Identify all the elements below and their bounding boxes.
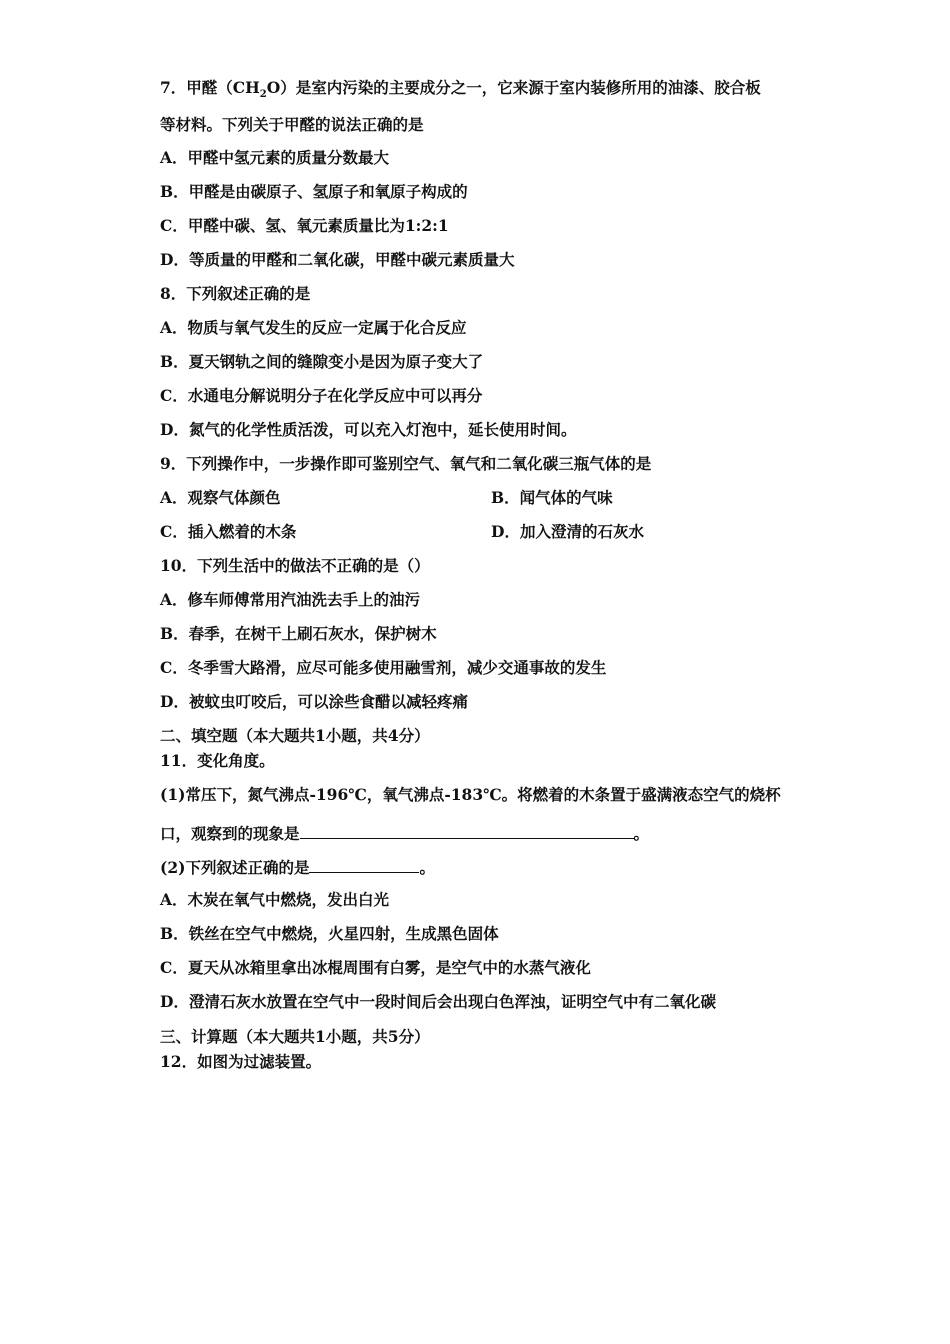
q9-option-d: D．加入澄清的石灰水 bbox=[491, 522, 644, 541]
q9-option-c: C．插入燃着的木条 bbox=[160, 522, 297, 541]
answer-blank-1[interactable] bbox=[300, 822, 634, 839]
answer-blank-2[interactable] bbox=[309, 856, 419, 873]
q10-option-c: C．冬季雪大路滑，应尽可能多使用融雪剂，减少交通事故的发生 bbox=[160, 658, 607, 677]
q11-stem: 11．变化角度。 bbox=[160, 751, 275, 770]
q10-option-b: B．春季，在树干上刷石灰水，保护树木 bbox=[160, 624, 437, 643]
q7-stem-line2: 等材料。下列关于甲醛的说法正确的是 bbox=[160, 115, 424, 134]
q11-option-b: B．铁丝在空气中燃烧，火星四射，生成黑色固体 bbox=[160, 924, 499, 943]
q7-option-b: B．甲醛是由碳原子、氢原子和氧原子构成的 bbox=[160, 182, 468, 201]
q8-option-c: C．水通电分解说明分子在化学反应中可以再分 bbox=[160, 386, 483, 405]
section-calculation-heading: 三、计算题（本大题共1小题，共5分） bbox=[160, 1027, 430, 1046]
q11-option-c: C．夏天从冰箱里拿出冰棍周围有白雾，是空气中的水蒸气液化 bbox=[160, 958, 591, 977]
q10-stem: 10．下列生活中的做法不正确的是（） bbox=[160, 556, 430, 575]
q7-option-c: C．甲醛中碳、氢、氧元素质量比为1:2:1 bbox=[160, 216, 449, 235]
q7-option-d: D．等质量的甲醛和二氧化碳，甲醛中碳元素质量大 bbox=[160, 250, 515, 269]
q9-option-a: A．观察气体颜色 bbox=[160, 488, 281, 507]
section-fill-in-heading: 二、填空题（本大题共1小题，共4分） bbox=[160, 726, 430, 745]
q8-option-a: A．物质与氧气发生的反应一定属于化合反应 bbox=[160, 318, 467, 337]
q8-option-d: D．氮气的化学性质活泼，可以充入灯泡中，延长使用时间。 bbox=[160, 420, 577, 439]
q12-stem: 12．如图为过滤装置。 bbox=[160, 1052, 322, 1071]
q9-option-b: B．闻气体的气味 bbox=[491, 488, 613, 507]
q11-part1-line2: 口，观察到的现象是 。 bbox=[160, 824, 650, 843]
q11-option-a: A．木炭在氧气中燃烧，发出白光 bbox=[160, 890, 390, 909]
q9-stem: 9．下列操作中，一步操作即可鉴别空气、氧气和二氧化碳三瓶气体的是 bbox=[160, 454, 652, 473]
q10-option-a: A．修车师傅常用汽油洗去手上的油污 bbox=[160, 590, 421, 609]
q10-option-d: D．被蚊虫叮咬后，可以涂些食醋以减轻疼痛 bbox=[160, 692, 468, 711]
q11-option-d: D．澄清石灰水放置在空气中一段时间后会出现白色浑浊，证明空气中有二氧化碳 bbox=[160, 992, 716, 1011]
q11-part1-line1: (1)常压下，氮气沸点-196℃，氧气沸点-183℃。将燃着的木条置于盛满液态空气的烧杯 bbox=[160, 785, 781, 804]
q7-option-a: A．甲醛中氢元素的质量分数最大 bbox=[160, 148, 390, 167]
q11-part2: (2)下列叙述正确的是 。 bbox=[160, 858, 435, 877]
q8-stem: 8．下列叙述正确的是 bbox=[160, 284, 311, 303]
q8-option-b: B．夏天钢轨之间的缝隙变小是因为原子变大了 bbox=[160, 352, 484, 371]
q7-stem-line1: 7．甲醛$(CH_2O)$是室内污染的主要成分之一，它来源于室内装修所用的油漆、胶合板 bbox=[160, 78, 761, 101]
